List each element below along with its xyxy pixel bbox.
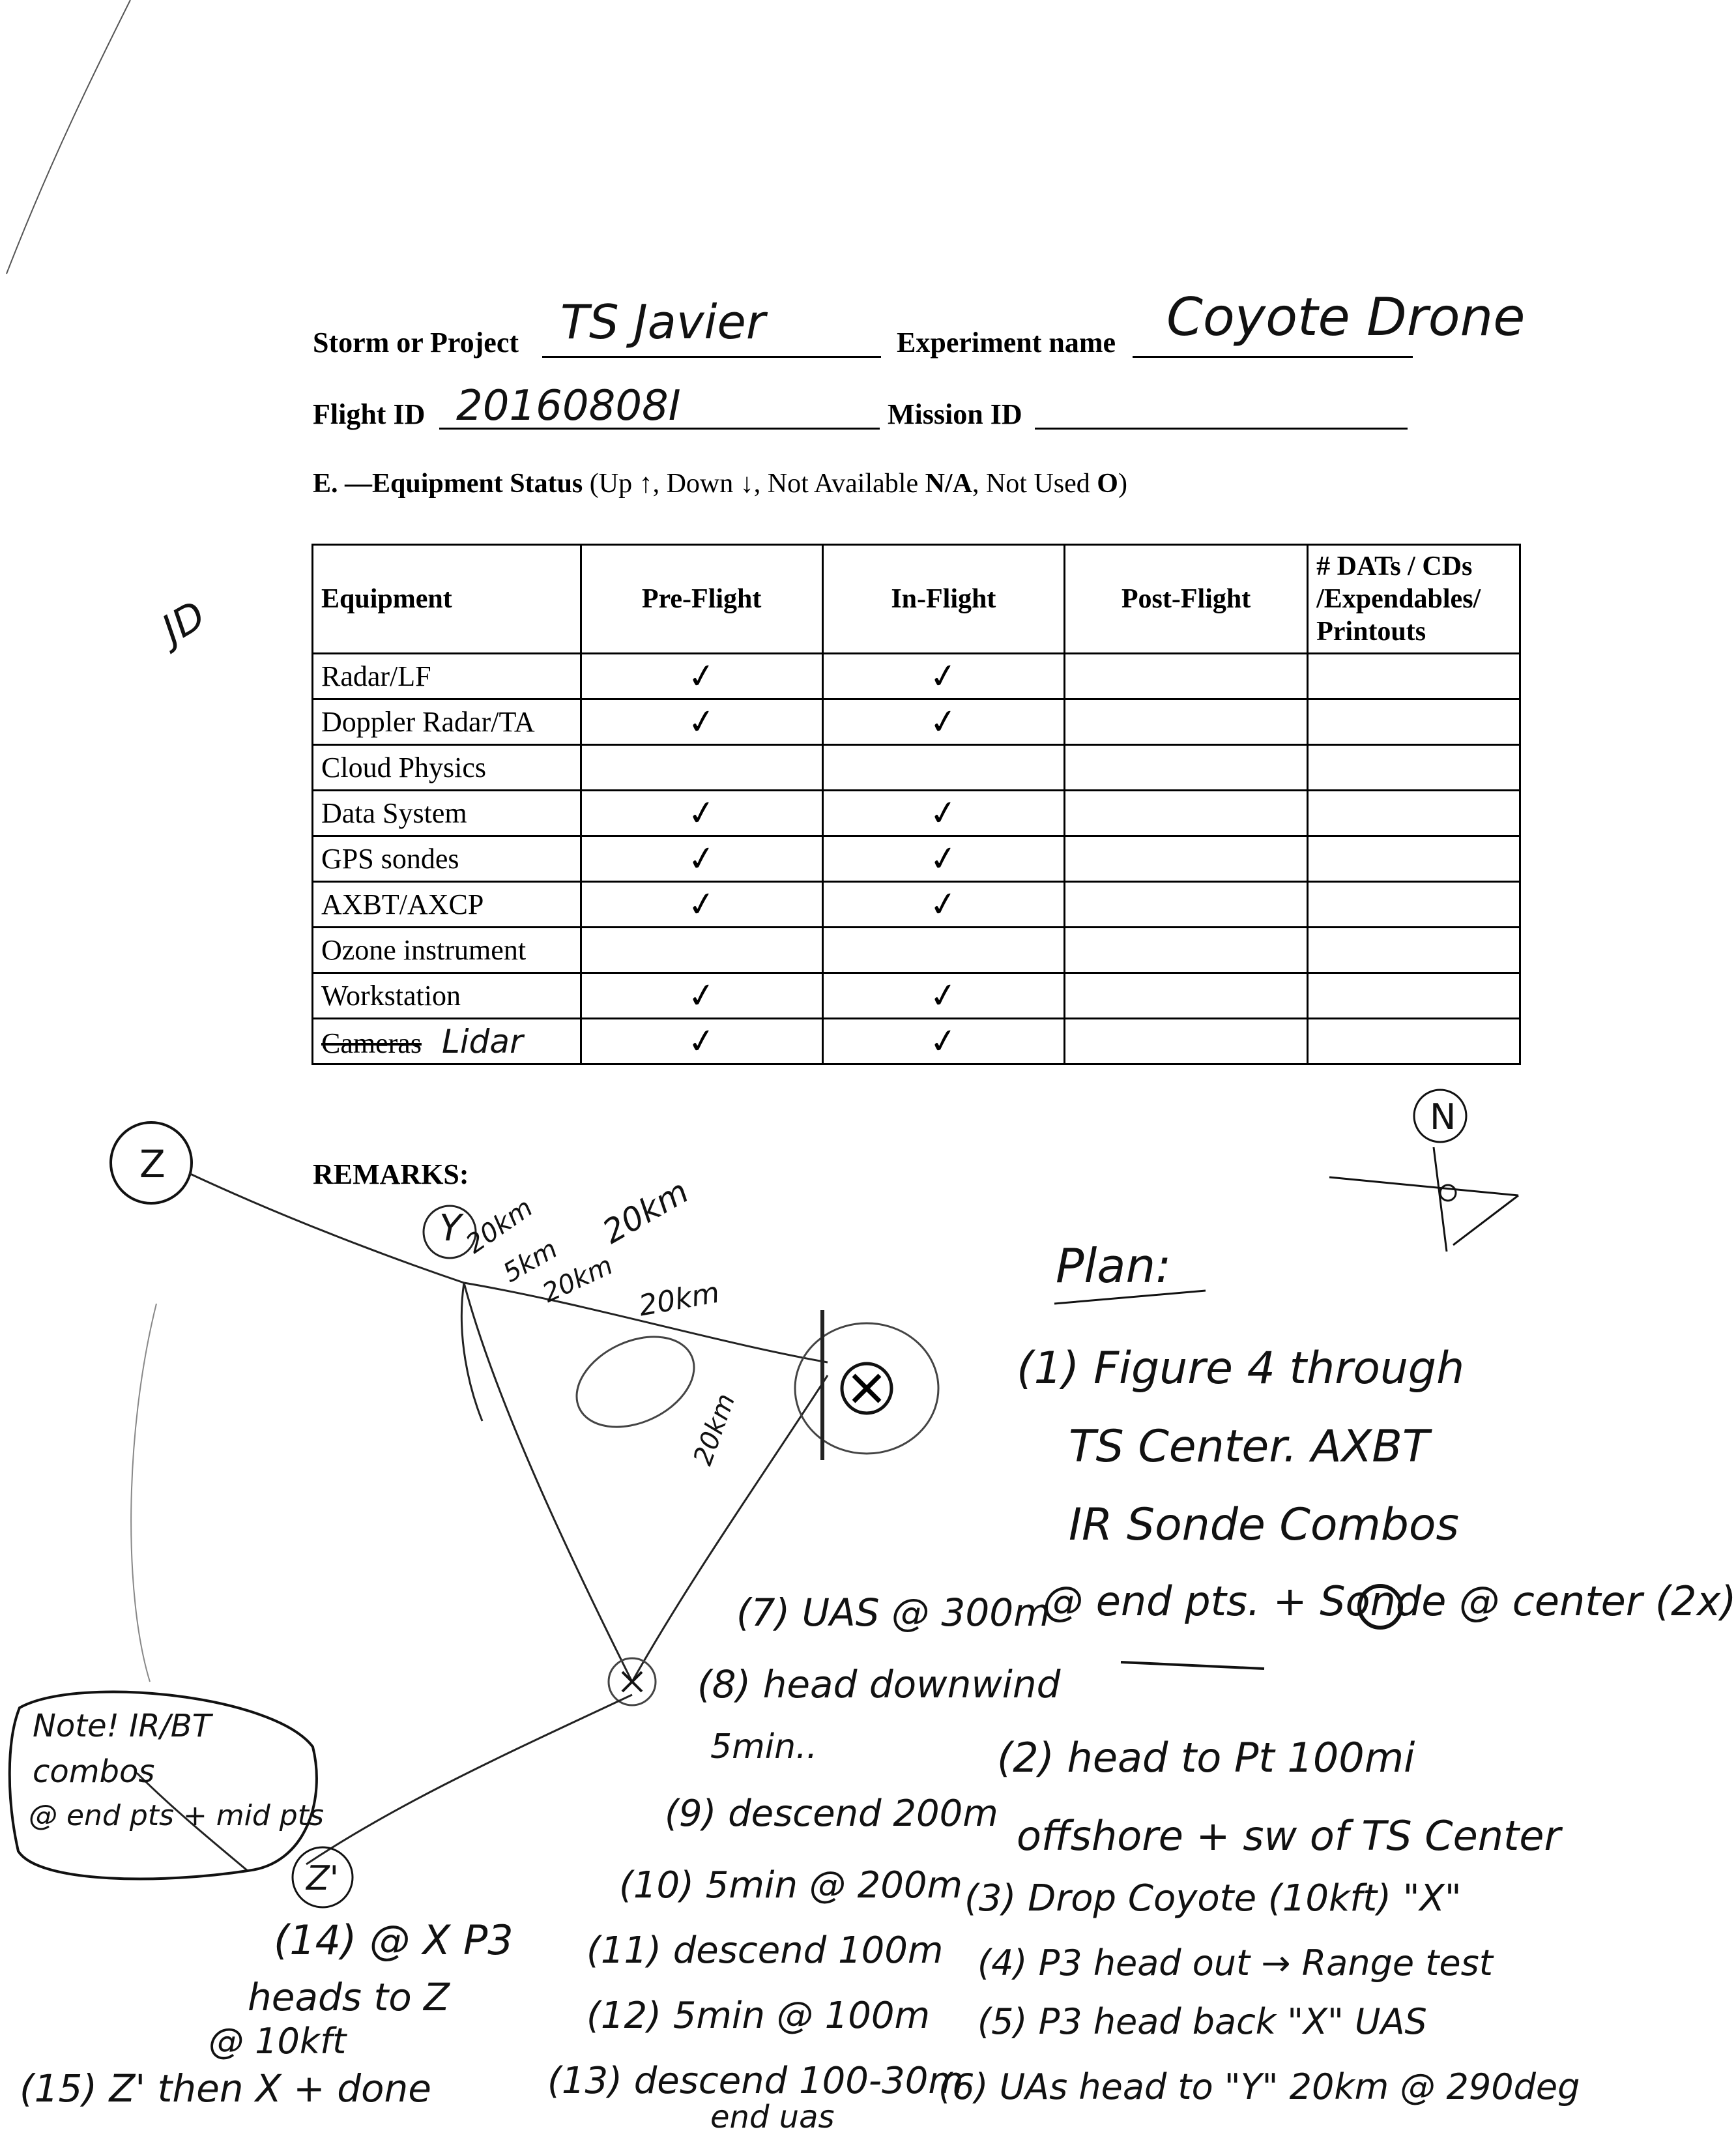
north-label: N xyxy=(1430,1096,1456,1137)
equipment-name: Cloud Physics xyxy=(313,745,581,791)
equipment-name: Radar/LF xyxy=(313,654,581,699)
pre-flight-check: ✓ xyxy=(684,1019,719,1063)
storm-label: Storm or Project xyxy=(313,327,519,359)
pre-flight-check: ✓ xyxy=(684,654,719,698)
y-point-label: Y xyxy=(439,1207,462,1250)
left-step-line: (14) @ X P3 xyxy=(274,1916,514,1964)
y-descent-track xyxy=(461,1283,482,1421)
in-flight-check: ✓ xyxy=(927,654,961,698)
step-line: 5min.. xyxy=(710,1727,818,1766)
leg-label: 20km xyxy=(687,1390,742,1469)
zprime-label: Z' xyxy=(306,1859,339,1898)
step-line: (8) head downwind xyxy=(697,1662,1061,1706)
leg-label: 20km xyxy=(636,1276,722,1323)
storm-value: TS Javier xyxy=(560,295,766,349)
remarks-label: REMARKS: xyxy=(313,1158,469,1190)
plan-line: @ end pts. + Sonde @ center (2x) xyxy=(1043,1577,1736,1625)
wind-arrow-icon xyxy=(1453,1195,1518,1245)
plan-line: offshore + sw of TS Center xyxy=(1017,1812,1561,1860)
pre-flight-check: ✓ xyxy=(684,700,719,744)
step-line: (12) 5min @ 100m xyxy=(586,1995,931,2037)
header-post-flight: Post-Flight xyxy=(1064,545,1307,654)
plan-title: Plan: xyxy=(1056,1238,1172,1293)
header-in-flight: In-Flight xyxy=(822,545,1064,654)
plan-line: (2) head to Pt 100mi xyxy=(997,1734,1415,1781)
leg-label-ellipse xyxy=(562,1319,709,1445)
equipment-name-handwritten: Lidar xyxy=(441,1022,523,1061)
note-box-line: combos xyxy=(33,1753,155,1790)
y-to-x-track xyxy=(464,1283,632,1682)
mission-id-label: Mission ID xyxy=(888,398,1022,430)
plan-line: (6) UAs head to "Y" 20km @ 290deg xyxy=(938,2066,1580,2107)
note-box-line: @ end pts + mid pts xyxy=(29,1799,324,1832)
status-legend-c: ) xyxy=(1118,469,1127,499)
strikethrough-line xyxy=(1121,1662,1264,1669)
plan-line: (1) Figure 4 through xyxy=(1017,1343,1465,1394)
plan-line: TS Center. AXBT xyxy=(1069,1421,1430,1472)
left-guide-arc xyxy=(131,1304,156,1682)
status-legend-o: O xyxy=(1097,469,1118,499)
plan-line: (5) P3 head back "X" UAS xyxy=(977,2001,1427,2042)
equipment-name: Workstation xyxy=(313,973,581,1019)
leg-label: 5km xyxy=(498,1234,563,1289)
plan-line: IR Sonde Combos xyxy=(1069,1499,1459,1551)
experiment-value: Coyote Drone xyxy=(1166,287,1526,347)
leg-label: 20km xyxy=(596,1172,695,1252)
leg-label: 20km xyxy=(538,1250,618,1309)
step-line: (7) UAS @ 300m xyxy=(736,1590,1050,1635)
experiment-label: Experiment name xyxy=(897,327,1116,359)
in-flight-check: ✓ xyxy=(927,1019,961,1063)
equipment-name: Data System xyxy=(313,791,581,836)
in-flight-check: ✓ xyxy=(927,700,961,744)
flight-id-label: Flight ID xyxy=(313,398,426,430)
header-equipment: Equipment xyxy=(313,545,581,654)
compass-center-icon xyxy=(1440,1185,1456,1201)
pre-flight-check: ✓ xyxy=(684,837,719,881)
equipment-name: GPS sondes xyxy=(313,836,581,882)
pre-flight-check: ✓ xyxy=(684,883,719,926)
left-step-line: @ 10kft xyxy=(209,2021,347,2062)
x-point-icon xyxy=(622,1672,642,1691)
pre-flight-check: ✓ xyxy=(684,791,719,835)
header-pre-flight: Pre-Flight xyxy=(581,545,822,654)
in-flight-check: ✓ xyxy=(927,883,961,926)
x-to-zprime-track xyxy=(306,1695,632,1864)
status-legend-na: N/A xyxy=(925,469,972,499)
left-step-line: heads to Z xyxy=(248,1975,450,2019)
status-heading-prefix: E. —Equipment Status xyxy=(313,469,583,499)
equipment-name: Ozone instrument xyxy=(313,928,581,973)
equipment-name-struck: Cameras xyxy=(321,1027,422,1059)
east-west-line xyxy=(1329,1177,1518,1195)
step-line: (13) descend 100-30m xyxy=(547,2060,964,2102)
status-legend-b: , Not Used xyxy=(972,469,1097,499)
equipment-name: AXBT/AXCP xyxy=(313,882,581,928)
flight-id-value: 20160808I xyxy=(456,382,681,430)
step-line: (9) descend 200m xyxy=(665,1793,998,1835)
step-line: (10) 5min @ 200m xyxy=(619,1864,963,1907)
z-to-y-track xyxy=(189,1173,464,1283)
left-step-line: (15) Z' then X + done xyxy=(20,2066,431,2111)
storm-center-x-icon xyxy=(854,1375,880,1401)
equipment-name: Doppler Radar/TA xyxy=(313,699,581,745)
in-flight-check: ✓ xyxy=(927,791,961,835)
plan-line: (4) P3 head out → Range test xyxy=(977,1942,1493,1984)
step-line: end uas xyxy=(710,2099,835,2135)
in-flight-check: ✓ xyxy=(927,974,961,1018)
leg-label: 20km xyxy=(461,1192,539,1260)
margin-initials: JD xyxy=(154,592,214,653)
step-line: (11) descend 100m xyxy=(586,1929,944,1972)
pre-flight-check: ✓ xyxy=(684,974,719,1018)
in-flight-check: ✓ xyxy=(927,837,961,881)
z-point-label: Z xyxy=(139,1142,166,1186)
header-dats: # DATs / CDs /Expendables/ Printouts xyxy=(1308,545,1520,654)
plan-line: (3) Drop Coyote (10kft) "X" xyxy=(964,1877,1462,1920)
status-legend-a: (Up ↑, Down ↓, Not Available xyxy=(583,469,925,499)
note-box-line: Note! IR/BT xyxy=(33,1708,212,1744)
